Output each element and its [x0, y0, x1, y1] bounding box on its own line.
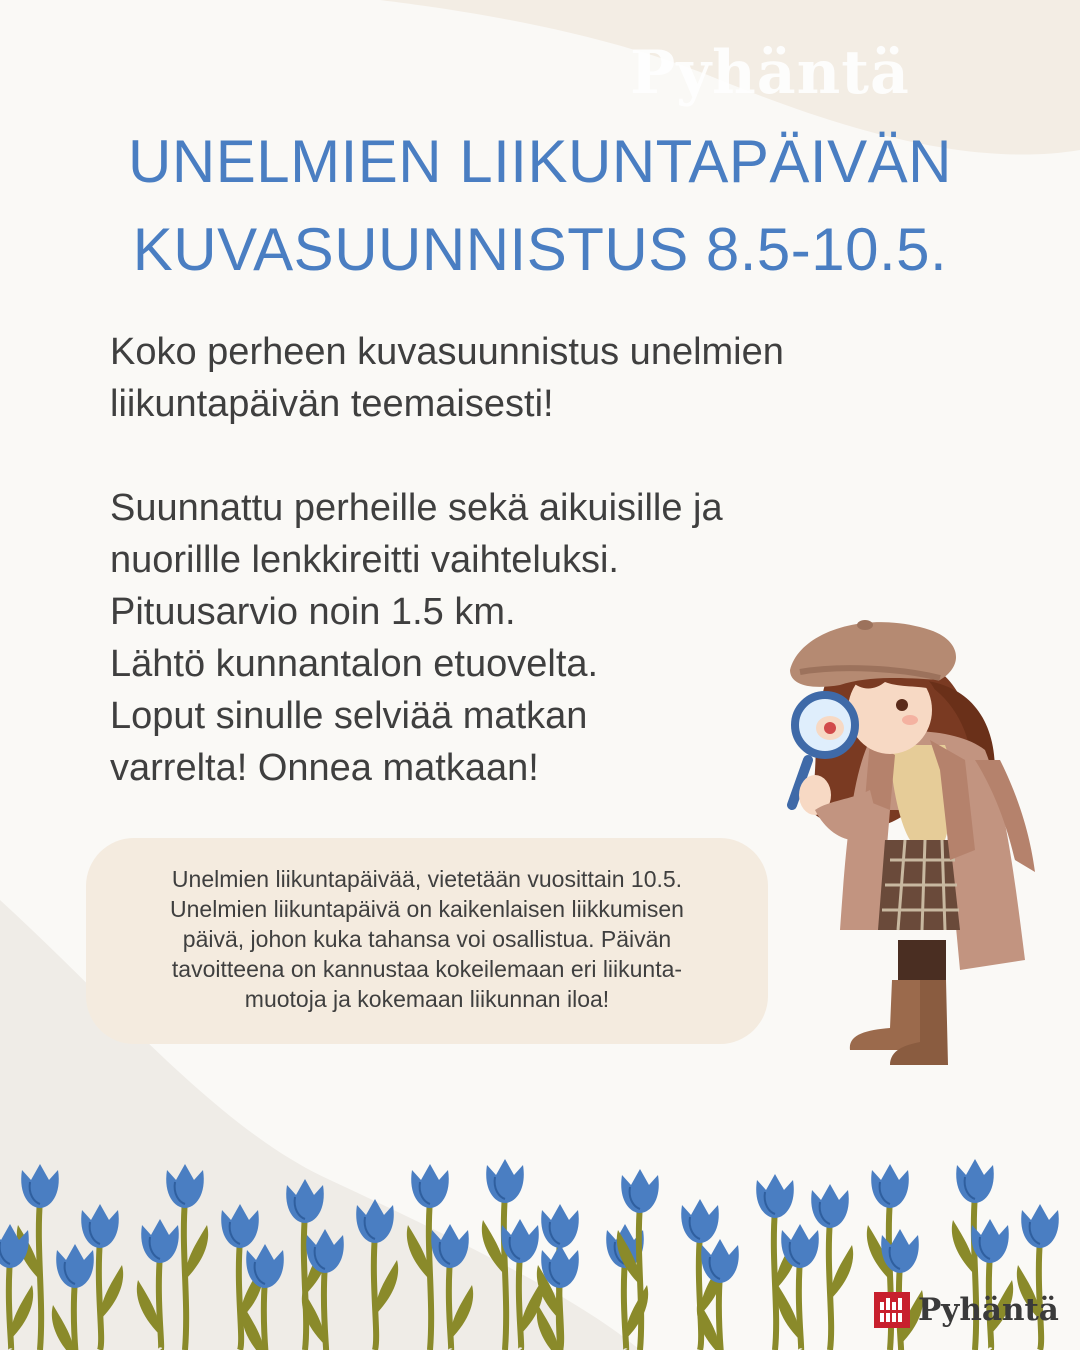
- info-line: muotoja ja kokemaan liikunnan iloa!: [244, 986, 610, 1012]
- tulip-icon: [811, 1184, 853, 1350]
- watermark-logo-text: Pyhäntä: [630, 38, 910, 108]
- info-line: tavoitteena on kannustaa kokeilemaan eri liikunta-: [171, 956, 683, 982]
- details-line: varrelta! Onnea matkaan!: [110, 747, 539, 789]
- details-line: Lähtö kunnantalon etuovelta.: [110, 643, 599, 685]
- intro-line: liikuntapäivän teemaisesti!: [110, 383, 554, 425]
- details-line: Pituusarvio noin 1.5 km.: [110, 591, 516, 633]
- title-line-2: KUVASUUNNISTUS 8.5-10.5.: [132, 216, 948, 283]
- tulip-icon: [52, 1244, 94, 1350]
- tulip-icon: [356, 1199, 398, 1350]
- info-line: Unelmien liikuntapäivä on kaikenlaisen liikkumisen: [170, 896, 684, 922]
- tulip-icon: [431, 1224, 473, 1350]
- tulip-icon: [166, 1164, 208, 1350]
- details-line: Loput sinulle selviää matkan: [110, 695, 588, 737]
- intro-line: Koko perheen kuvasuunnistus unelmien: [110, 331, 784, 373]
- paragraph-gap: [110, 430, 890, 482]
- tulip-icon: [137, 1219, 179, 1350]
- logo-text: Pyhäntä: [918, 1292, 1059, 1328]
- detective-girl-illustration: [770, 610, 1040, 1070]
- tulip-icon: [0, 1224, 33, 1350]
- details-line: nuorillle lenkkireitti vaihteluksi.: [110, 539, 619, 581]
- details-line: Suunnattu perheille sekä aikuisille ja: [110, 487, 723, 529]
- pyhanta-logo: [874, 1290, 1059, 1330]
- logo-emblem-icon: [874, 1292, 910, 1328]
- page-title: [60, 118, 1020, 294]
- info-line: Unelmien liikuntapäivää, vietetään vuosittain 10.5.: [171, 866, 683, 892]
- info-box: [86, 838, 768, 1044]
- tulip-icon: [777, 1224, 819, 1350]
- title-line-1: UNELMIEN LIIKUNTAPÄIVÄN: [128, 128, 952, 195]
- info-line: päivä, johon kuka tahansa voi osallistua. Päivän: [182, 926, 672, 952]
